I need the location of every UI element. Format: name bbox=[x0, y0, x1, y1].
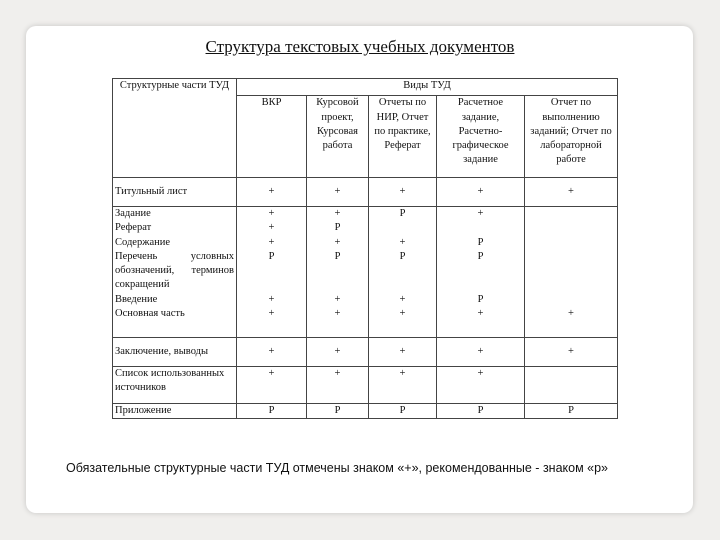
table-cell: Р bbox=[437, 404, 525, 419]
row-label: Задание bbox=[115, 208, 151, 219]
cell-mark: Р bbox=[334, 250, 341, 262]
table-cell: + bbox=[437, 367, 525, 404]
spacer bbox=[527, 264, 615, 278]
spacer bbox=[371, 221, 434, 235]
cell-mark: + bbox=[399, 236, 406, 248]
col-header-vkr: ВКР bbox=[237, 96, 307, 178]
col-header-calc: Расчетное задание, Расчетно-графическое задание bbox=[437, 96, 525, 178]
cell-mark: + bbox=[399, 293, 406, 305]
table-cell: + bbox=[307, 178, 369, 207]
row-label-group bbox=[113, 207, 237, 338]
row-label: Перечень условных обозначений, терминов сокращений bbox=[115, 250, 234, 291]
table-cell bbox=[307, 207, 369, 338]
spacer bbox=[527, 221, 615, 235]
table-cell: Р bbox=[307, 404, 369, 419]
cell-mark: + bbox=[334, 236, 341, 248]
table-row bbox=[113, 404, 618, 419]
cell-mark: + bbox=[268, 236, 275, 248]
spacer bbox=[439, 221, 522, 235]
cell-mark: + bbox=[477, 308, 484, 320]
spacer bbox=[527, 293, 615, 307]
table-cell: + bbox=[437, 178, 525, 207]
row-label: Титульный лист bbox=[113, 178, 237, 207]
table-cell bbox=[237, 207, 307, 338]
table-cell: Р bbox=[525, 404, 618, 419]
row-label: Заключение, выводы bbox=[113, 338, 237, 367]
table-cell bbox=[525, 367, 618, 404]
col-header-reports: Отчеты по НИР, Отчет по практике, Реферат bbox=[369, 96, 437, 178]
header-types-cell: Виды ТУД bbox=[237, 79, 618, 96]
table-cell: + bbox=[369, 367, 437, 404]
table-cell: + bbox=[307, 338, 369, 367]
table-header-row bbox=[113, 79, 618, 96]
table-cell: + bbox=[237, 178, 307, 207]
cell-mark: + bbox=[268, 293, 275, 305]
cell-mark: + bbox=[268, 222, 275, 234]
row-label: Приложение bbox=[113, 404, 237, 419]
cell-mark: + bbox=[334, 308, 341, 320]
cell-mark: Р bbox=[399, 208, 406, 219]
spacer bbox=[527, 236, 615, 250]
row-label: Введение bbox=[115, 293, 158, 305]
row-label: Реферат bbox=[115, 222, 152, 234]
cell-mark: + bbox=[477, 208, 484, 219]
table-cell: + bbox=[369, 338, 437, 367]
cell-mark: + bbox=[268, 308, 275, 320]
table-cell: + bbox=[437, 338, 525, 367]
spacer bbox=[239, 278, 304, 292]
spacer bbox=[309, 278, 366, 292]
spacer bbox=[527, 250, 615, 264]
cell-mark: Р bbox=[268, 250, 275, 262]
cell-mark: + bbox=[334, 293, 341, 305]
cell-mark: + bbox=[268, 208, 275, 219]
col-header-lab: Отчет по выполнению заданий; Отчет по лабораторной работе bbox=[525, 96, 618, 178]
cell-mark: Р bbox=[477, 236, 484, 248]
cell-mark: Р bbox=[399, 250, 406, 262]
spacer bbox=[527, 278, 615, 292]
table-row bbox=[113, 367, 618, 404]
table-cell: + bbox=[525, 338, 618, 367]
table-row bbox=[113, 178, 618, 207]
spacer bbox=[371, 264, 434, 278]
table-cell: + bbox=[307, 367, 369, 404]
tud-structure-table bbox=[112, 78, 618, 419]
spacer bbox=[371, 278, 434, 292]
row-label: Список использованных источников bbox=[113, 367, 237, 404]
spacer bbox=[309, 264, 366, 278]
cell-mark: + bbox=[568, 308, 574, 320]
table-cell: Р bbox=[237, 404, 307, 419]
cell-mark: + bbox=[334, 208, 341, 219]
col-header-course: Курсовой проект, Курсовая работа bbox=[307, 96, 369, 178]
cell-mark: Р bbox=[477, 250, 484, 262]
table-row bbox=[113, 338, 618, 367]
page-title: Структура текстовых учебных документов bbox=[205, 37, 515, 56]
table-cell bbox=[437, 207, 525, 338]
header-parts-cell: Структурные части ТУД bbox=[113, 79, 237, 178]
table-cell: Р bbox=[369, 404, 437, 419]
legend-note: Обязательные структурные части ТУД отмечены знаком «+», рекомендованные - знаком «р» bbox=[66, 461, 609, 475]
cell-mark: Р bbox=[477, 293, 484, 305]
row-label: Содержание bbox=[115, 236, 171, 248]
table-cell: + bbox=[525, 178, 618, 207]
spacer bbox=[239, 264, 304, 278]
table-cell: + bbox=[369, 178, 437, 207]
table-cell bbox=[525, 207, 618, 338]
spacer bbox=[439, 264, 522, 278]
table-cell: + bbox=[237, 367, 307, 404]
spacer bbox=[439, 278, 522, 292]
table-cell: + bbox=[237, 338, 307, 367]
spacer bbox=[527, 207, 615, 221]
cell-mark: + bbox=[399, 308, 406, 320]
table-row bbox=[113, 207, 618, 338]
cell-mark: Р bbox=[334, 222, 341, 234]
table-cell bbox=[369, 207, 437, 338]
row-label: Основная часть bbox=[115, 308, 185, 320]
